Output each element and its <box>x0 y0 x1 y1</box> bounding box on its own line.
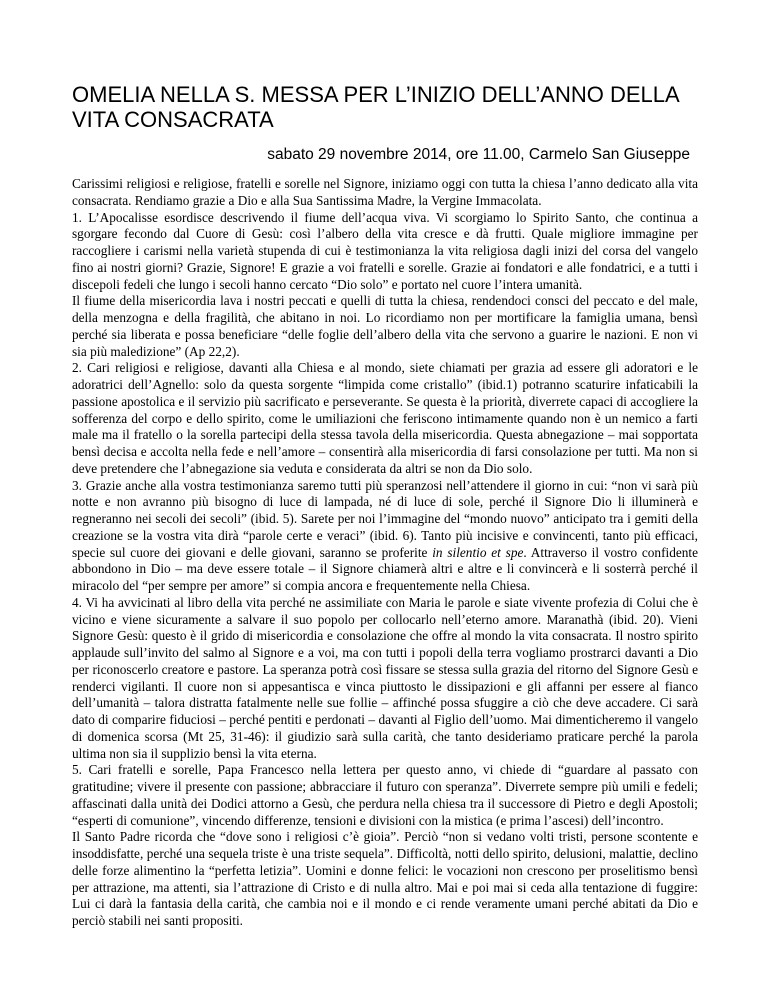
paragraph-3-text-b: . Attraverso il vostro confidente abbondono in Dio – ma deve essere totale – il Signore chiamerà altri e altre e li convincerà e li sosterrà perché il miracolo del “per sempre per amore” si compia ancora e frequentemente nella Chiesa. <box>72 544 698 593</box>
paragraph-1b: Il fiume della misericordia lava i nostri peccati e quelli di tutta la chiesa, rendendoci consci del peccato e del male, della menzogna e della fragilità, che abitano in noi. Lo ricordiamo non per mortificare la famiglia umana, bensì perché sia liberata e possa beneficiare “delle foglie dell’albero della vita che servono a guarire le nazioni. E non vi sia più maledizione” (Ap 22,2). <box>72 293 698 359</box>
document-body <box>72 176 698 930</box>
paragraph-2: 2. Cari religiosi e religiose, davanti alla Chiesa e al mondo, siete chiamati per grazia ad essere gli adoratori e le adoratrici dell’Agnello: solo da questa sorgente “limpida come cristallo” (ibid.1) potranno scaturire infaticabili la passione apostolica e il servizio più sacrificato e perseverante. Se questa è la priorità, diverrete capaci di accogliere la sofferenza del corpo e dello spirito, come le umiliazioni che feriscono intimamente quando non è un nemico a farti male ma il fratello o la sorella partecipi della stessa tavola della misericordia. Questa abnegazione – mai sopportata bensì decisa e accolta nella fede e nell’amore – consentirà alla misericordia di farsi consolazione per tutti. Ma non si deve pretendere che l’abnegazione sia veduta e considerata da altri se non da Dio solo. <box>72 360 698 476</box>
paragraph-5: 5. Cari fratelli e sorelle, Papa Francesco nella lettera per questo anno, vi chiede di “guardare al passato con gratitudine; vivere il presente con passione; abbracciare il futuro con speranza”. Diverrete sempre più umili e fedeli; affascinati dalla unità dei Dodici attorno a Gesù, che perdura nella chiesa tra il successore di Pietro e degli Apostoli; “esperti di comunione”, vincendo differenze, tensioni e divisioni con la mistica (e prima l’ascesi) dell’incontro. <box>72 762 698 828</box>
document-subtitle: sabato 29 novembre 2014, ore 11.00, Carmelo San Giuseppe <box>267 146 690 163</box>
paragraph-4: 4. Vi ha avvicinati al libro della vita perché ne assimiliate con Maria le parole e siate vivente profezia di Colui che è vicino e viene sicuramente a salvare il suo popolo per collocarlo nell’eterno amore. Maranathà (ibid. 20). Vieni Signore Gesù: questo è il grido di misericordia e consolazione che offre al mondo la vita consacrata. Il nostro spirito applaude sull’invito del salmo al Signore e a voi, ma con tutti i popoli della terra vogliamo prostrarci davanti a Dio per riconoscerlo creatore e pastore. La speranza potrà così fissare se stessa sulla grazia del ritorno del Signore Gesù e renderci vigilanti. Il cuore non si appesantisca e vinca piuttosto le dissipazioni e gli affanni per essere al fianco dell’umanità – talora distratta fatalmente nelle sue follie – affinché possa sfuggire a ciò che deve accadere. Ci sarà dato di comparire fiduciosi – perché pentiti e perdonati – davanti al Figlio dell’uomo. Mai dimenticheremo il vangelo di domenica scorsa (Mt 25, 31-46): il giudizio sarà sulla carità, che tanto desideriamo praticare perché la parola ultima non sia il supplizio bensì la vita eterna. <box>72 594 698 761</box>
document-title: OMELIA NELLA S. MESSA PER L’INIZIO DELL’ANNO DELLA VITA CONSACRATA <box>72 82 679 132</box>
paragraph-5b: Il Santo Padre ricorda che “dove sono i religiosi c’è gioia”. Perciò “non si vedano volti tristi, persone scontente e insoddisfatte, perché una sequela triste è una triste sequela”. Difficoltà, notti dello spirito, delusioni, malattie, declino delle forze alimentino la “perfetta letizia”. Uomini e donne felici: le vocazioni non crescono per proselitismo bensì per attrazione, ma attenti, sia l’attrazione di Cristo e di nulla altro. Mai e poi mai si ceda alla tentazione di fuggire: Lui ci darà la fantasia della carità, che cambia noi e il mondo e ci rende veramente umani perché abitati da Dio e perciò stabili nei santi propositi. <box>72 829 698 928</box>
paragraph-3-italic: in silentio et spe <box>432 544 524 560</box>
paragraph-intro: Carissimi religiosi e religiose, fratelli e sorelle nel Signore, iniziamo oggi con tutta la chiesa l’anno dedicato alla vita consacrata. Rendiamo grazie a Dio e alla Sua Santissima Madre, la Vergine Immacolata. <box>72 176 698 208</box>
paragraph-1: 1. L’Apocalisse esordisce descrivendo il fiume dell’acqua viva. Vi scorgiamo lo Spirito Santo, che continua a sgorgare fecondo dal Cuore di Gesù: così l’albero della vita cresce e dà frutti. Quale migliore immagine per raccogliere i carismi nella varietà stupenda di cui è testimonianza la vita religiosa dagli inizi del corsa del vangelo fino ai nostri giorni? Grazie, Signore! E grazie a voi fratelli e sorelle. Grazie ai fondatori e alle fondatrici, e a tutti i discepoli fedeli che lungo i secoli hanno cercato “Dio solo” e portato nel cuore l’intera umanità. <box>72 209 698 292</box>
paragraph-3 <box>72 478 698 595</box>
paragraph-3-text-a: 3. Grazie anche alla vostra testimonianza saremo tutti più speranzosi nell’attendere il giorno in cui: “non vi sarà più notte e non avranno più bisogno di luce di lampada, né di luce di sole, perché il Signore Dio li illuminerà e regneranno nei secoli dei secoli” (ibid. 5). Sarete per noi l’immagine del “mondo nuovo” anticipato tra i gemiti della creazione se la vostra vita dirà “parole certe e veraci” (ibid. 6). Tanto più incisive e convincenti, tanto più efficaci, specie sul cuore dei giovani e delle giovani, saranno se proferite <box>72 477 698 560</box>
